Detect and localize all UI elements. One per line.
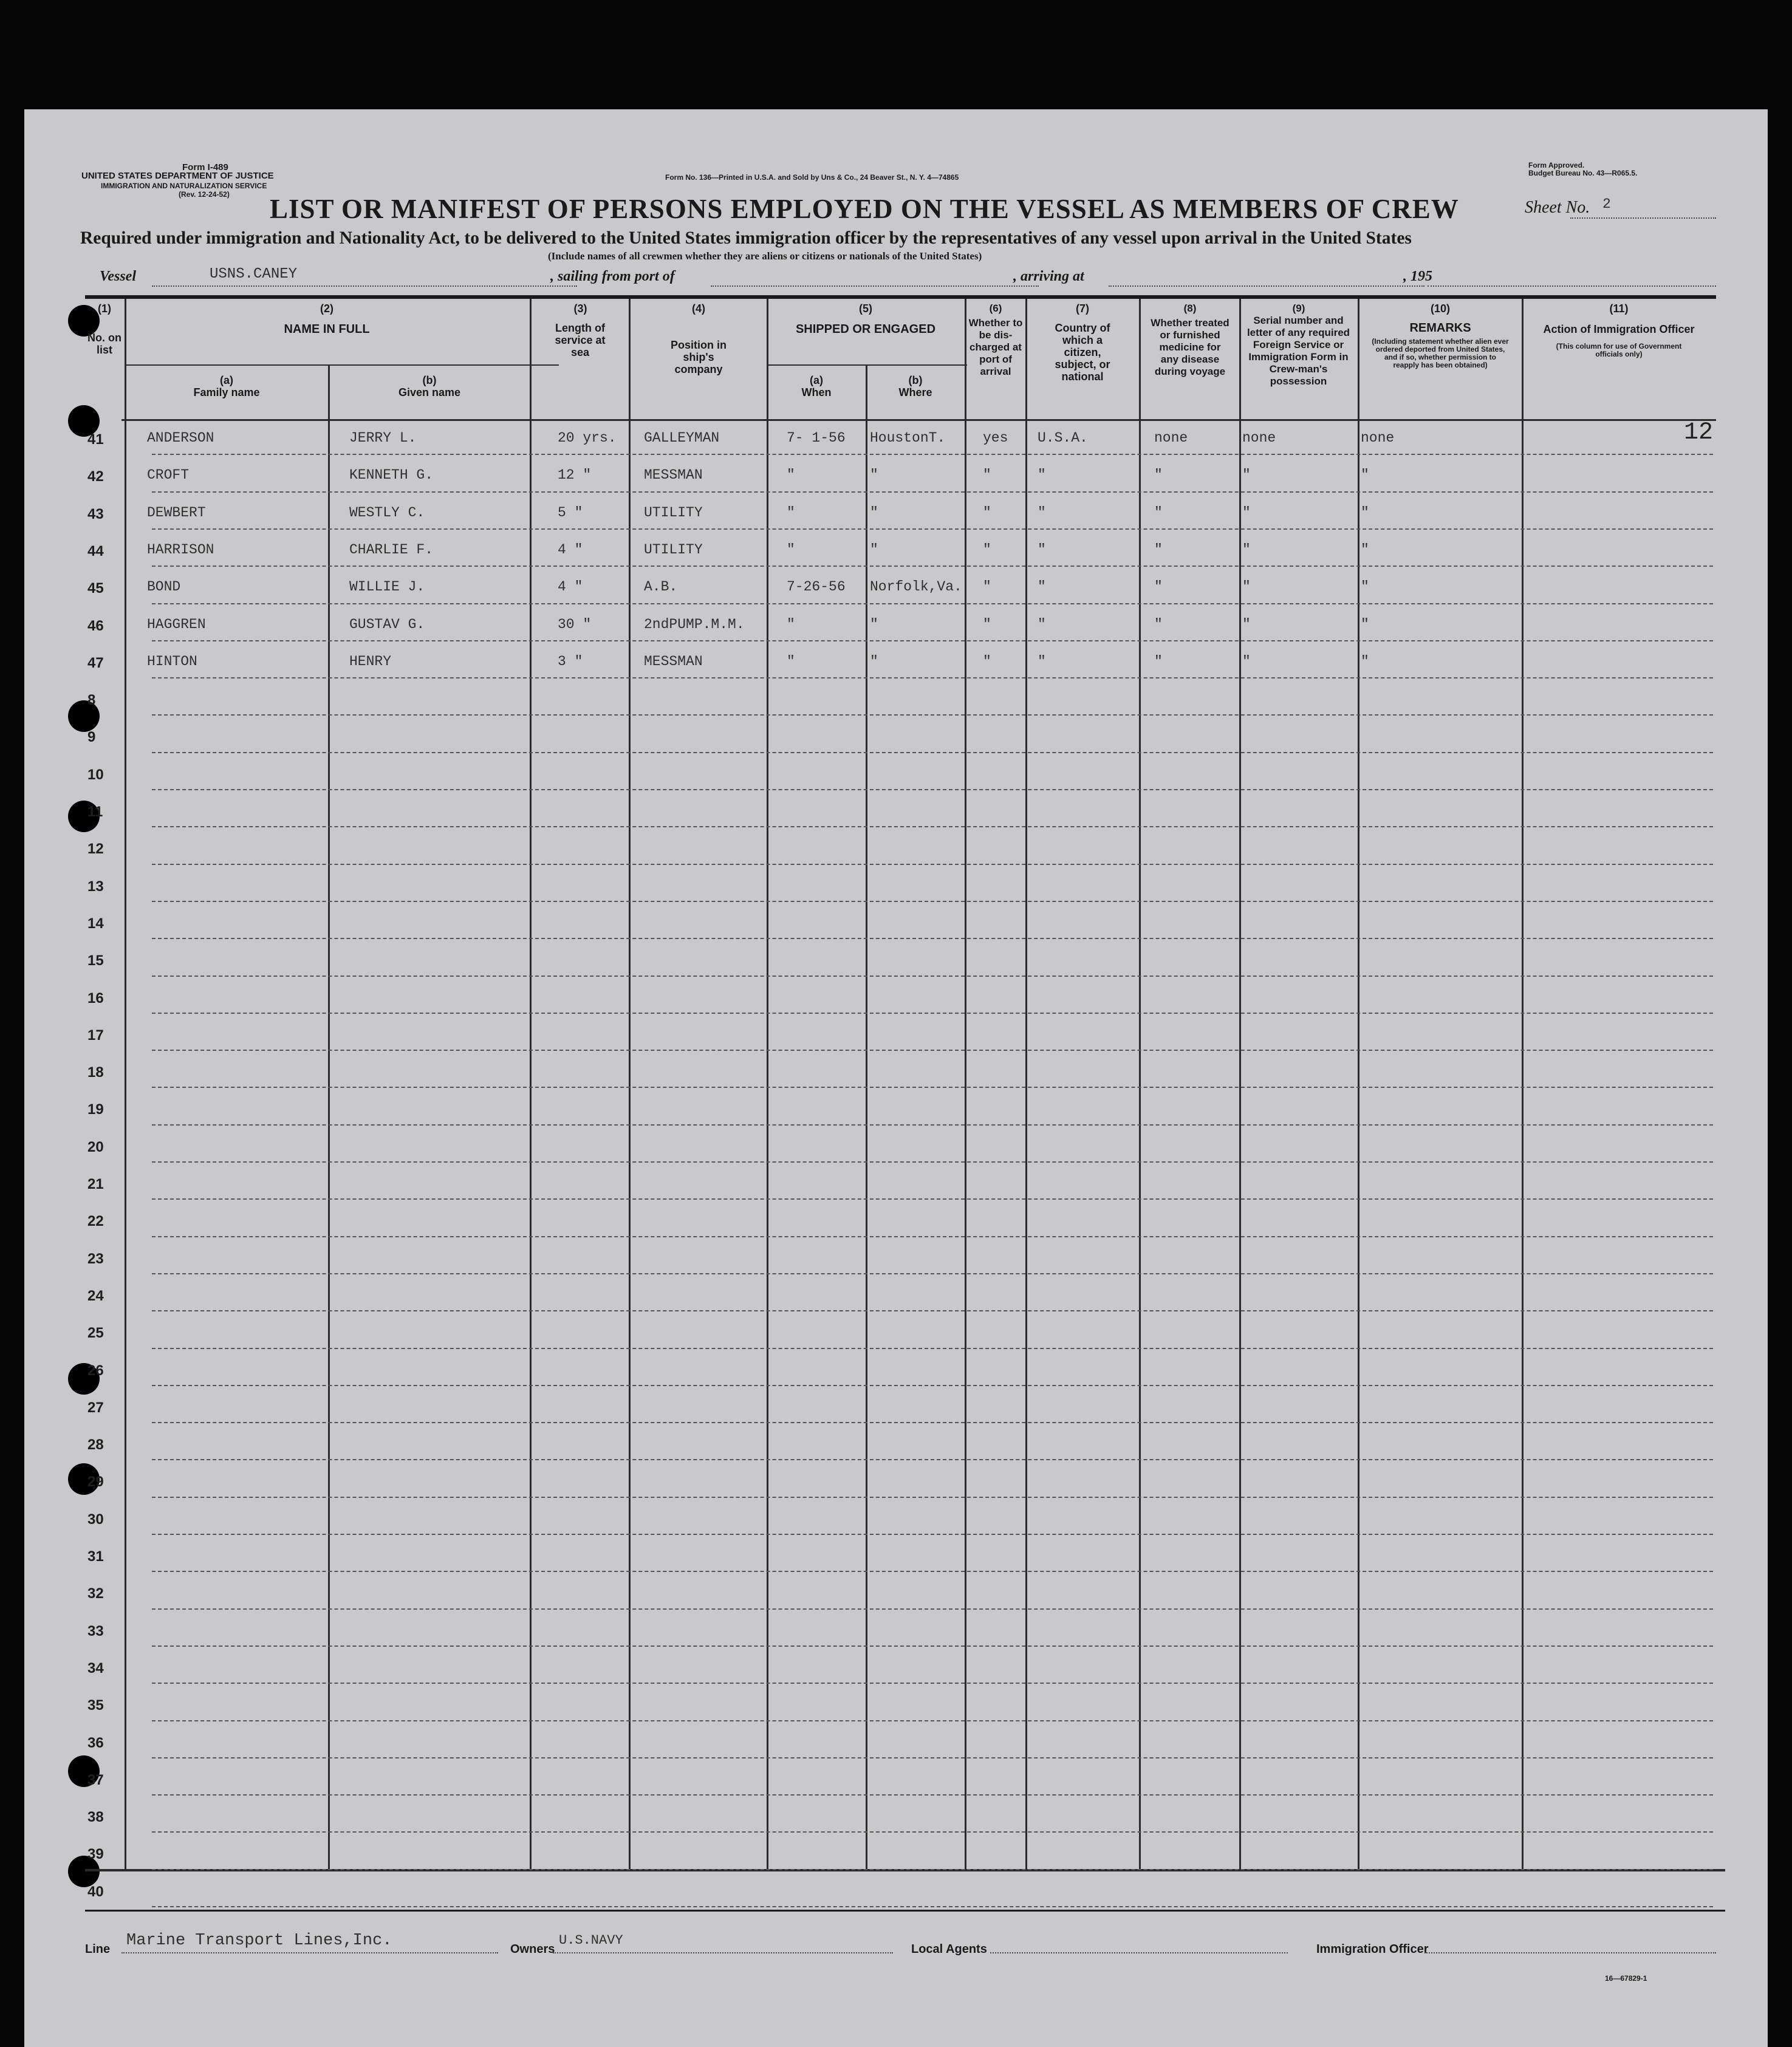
row-number: 11 (87, 804, 103, 820)
cell-where: " (870, 616, 878, 632)
row-number: 41 (87, 431, 104, 448)
cell-where: " (870, 541, 878, 558)
row-rule (152, 1310, 1713, 1311)
row-number: 47 (87, 654, 104, 671)
agents-label: Local Agents (911, 1943, 987, 1956)
cell-family: BOND (147, 579, 181, 595)
row-number: 36 (87, 1734, 104, 1751)
sheet-number: 2 (1602, 196, 1611, 212)
row-rule (152, 1348, 1713, 1349)
row-number: 42 (87, 468, 104, 485)
cell-given: WILLIE J. (349, 579, 425, 595)
cell-when: " (787, 467, 795, 484)
cell-remarks: " (1361, 579, 1369, 595)
subtitle: Required under immigration and Nationality Act, to be delivered to the United States immigration officer by the representatives of any vessel upon arrival in the United States (80, 228, 1412, 248)
row-number: 26 (87, 1362, 104, 1379)
row-number: 20 (87, 1138, 104, 1155)
row-rule (152, 1050, 1713, 1051)
col-2-header: (2) NAME IN FULL (284, 302, 370, 336)
cell-service: 4 " (558, 579, 583, 595)
row-number: 23 (87, 1250, 104, 1267)
row-rule (152, 1571, 1713, 1572)
row-rule (152, 491, 1713, 493)
cell-position: UTILITY (644, 541, 703, 558)
row-rule (152, 1385, 1713, 1386)
col-7-header: (7) Country of which a citizen, subject, or national (1055, 302, 1110, 383)
row-rule (152, 1497, 1713, 1498)
cell-discharged: " (983, 504, 991, 521)
row-number: 46 (87, 617, 104, 634)
cell-service: 4 " (558, 541, 583, 558)
row-rule (152, 1198, 1713, 1200)
sailing-label: , sailing from port of (550, 268, 675, 284)
revision: (Rev. 12-24-52) (179, 190, 230, 199)
cell-serial: " (1242, 653, 1251, 669)
row-rule (152, 1273, 1713, 1274)
row-rule (152, 901, 1713, 902)
row-number: 38 (87, 1809, 104, 1826)
sheet-label: Sheet No. (1525, 198, 1590, 217)
row-rule (152, 714, 1713, 716)
row-number: 9 (87, 729, 96, 746)
service: IMMIGRATION AND NATURALIZATION SERVICE (101, 182, 267, 190)
row-rule (152, 1683, 1713, 1684)
row-rule (152, 566, 1713, 567)
col-4-header: (4) Position in ship's company (671, 302, 727, 375)
note: (Include names of all crewmen whether they are aliens or citizens or nationals of the United States) (548, 250, 982, 262)
row-rule (152, 1794, 1713, 1796)
cell-serial: " (1242, 616, 1251, 632)
row-number: 29 (87, 1474, 104, 1491)
cell-remarks: " (1361, 616, 1369, 632)
cell-family: HAGGREN (147, 616, 206, 632)
row-rule (152, 603, 1713, 604)
cell-discharged: yes (983, 430, 1008, 446)
cell-country: " (1038, 467, 1046, 484)
cell-medicine: " (1154, 653, 1163, 669)
cell-where: " (870, 467, 878, 484)
row-number: 31 (87, 1548, 104, 1565)
manifest-sheet (24, 109, 1768, 2047)
row-number: 30 (87, 1511, 104, 1528)
cell-family: DEWBERT (147, 504, 206, 521)
col-10-header: (10) REMARKS (Including statement whether alien ever ordered deported from United States, and if so, whether permission to reapply has been obtained) (1372, 302, 1509, 369)
col-5a-header: (a) When (801, 374, 832, 398)
cell-given: JERRY L. (349, 430, 417, 446)
cell-when: " (787, 504, 795, 521)
form-number: Form I-489 (182, 162, 228, 173)
row-rule (152, 1161, 1713, 1163)
cell-serial: " (1242, 504, 1251, 521)
cell-position: A.B. (644, 579, 678, 595)
row-rule (152, 752, 1713, 753)
cell-service: 5 " (558, 504, 583, 521)
cell-serial: " (1242, 467, 1251, 484)
row-number: 16 (87, 989, 104, 1006)
cell-country: U.S.A. (1038, 430, 1088, 446)
row-rule (152, 826, 1713, 827)
cell-discharged: " (983, 467, 991, 484)
cell-discharged: " (983, 653, 991, 669)
row-number: 14 (87, 915, 104, 932)
cell-position: MESSMAN (644, 653, 703, 669)
form-code: 16—67829-1 (1605, 1974, 1647, 1983)
cell-where: HoustonT. (870, 430, 946, 446)
row-rule (152, 528, 1713, 530)
row-number: 43 (87, 505, 104, 522)
cell-service: 30 " (558, 616, 592, 632)
cell-remarks: " (1361, 541, 1369, 558)
col-1-header: (1) No. on list (87, 302, 121, 356)
immigration-officer-label: Immigration Officer (1316, 1943, 1429, 1956)
cell-given: WESTLY C. (349, 504, 425, 521)
cell-where: " (870, 504, 878, 521)
col-8-header: (8) Whether treated or furnished medicine for any disease during voyage (1151, 302, 1229, 377)
owners-value: U.S.NAVY (559, 1933, 623, 1948)
cell-serial: " (1242, 541, 1251, 558)
line-value: Marine Transport Lines,Inc. (126, 1932, 392, 1950)
col-11-header: (11) Action of Immigration Officer (This column for use of Government officials only) (1543, 302, 1695, 358)
owners-label: Owners (510, 1943, 555, 1956)
cell-country: " (1038, 653, 1046, 669)
row-number: 8 (87, 692, 96, 709)
cell-serial: " (1242, 579, 1251, 595)
row-number: 25 (87, 1325, 104, 1342)
row-rule (152, 677, 1713, 678)
cell-medicine: " (1154, 616, 1163, 632)
cell-medicine: " (1154, 579, 1163, 595)
cell-when: " (787, 653, 795, 669)
col-5b-header: (b) Where (898, 374, 932, 398)
cell-family: HINTON (147, 653, 197, 669)
row-number: 40 (87, 1883, 104, 1900)
department: UNITED STATES DEPARTMENT OF JUSTICE (81, 171, 274, 181)
row-rule (152, 864, 1713, 865)
row-rule (152, 1534, 1713, 1535)
row-number: 10 (87, 766, 104, 783)
row-rule (152, 1869, 1713, 1870)
cell-medicine: " (1154, 504, 1163, 521)
cell-service: 20 yrs. (558, 430, 617, 446)
row-rule (152, 640, 1713, 641)
cell-discharged: " (983, 616, 991, 632)
form-title: LIST OR MANIFEST OF PERSONS EMPLOYED ON THE VESSEL AS MEMBERS OF CREW (270, 194, 1459, 224)
row-rule (152, 789, 1713, 790)
row-number: 44 (87, 542, 104, 559)
row-number: 45 (87, 580, 104, 597)
cell-given: GUSTAV G. (349, 616, 425, 632)
cell-discharged: " (983, 541, 991, 558)
row-number: 32 (87, 1585, 104, 1602)
row-number: 18 (87, 1064, 104, 1081)
col-2a-header: (a) Family name (193, 374, 260, 398)
row-number: 12 (87, 841, 104, 858)
cell-remarks: none (1361, 430, 1395, 446)
cell-position: 2ndPUMP.M.M. (644, 616, 745, 632)
cell-given: CHARLIE F. (349, 541, 434, 558)
row-rule (152, 1757, 1713, 1758)
cell-given: HENRY (349, 653, 392, 669)
cell-medicine: none (1154, 430, 1188, 446)
cell-where: Norfolk,Va. (870, 579, 962, 595)
cell-medicine: " (1154, 541, 1163, 558)
budget-number: Budget Bureau No. 43—R065.5. (1528, 169, 1638, 177)
officer-count: 12 (1684, 419, 1714, 446)
col-5-header: (5) SHIPPED OR ENGAGED (795, 302, 936, 336)
cell-remarks: " (1361, 504, 1369, 521)
cell-service: 3 " (558, 653, 583, 669)
cell-when: " (787, 541, 795, 558)
vessel-label: Vessel (100, 268, 136, 284)
cell-given: KENNETH G. (349, 467, 434, 484)
arriving-label: , arriving at (1013, 268, 1084, 284)
row-rule (152, 1236, 1713, 1237)
row-rule (152, 1013, 1713, 1014)
printer-line: Form No. 136—Printed in U.S.A. and Sold by Uns & Co., 24 Beaver St., N. Y. 4—74865 (665, 173, 959, 182)
row-rule (152, 1422, 1713, 1423)
vessel-name: USNS.CANEY (210, 266, 298, 282)
year-label: , 195 (1403, 268, 1432, 284)
col-6-header: (6) Whether to be dis-charged at port of arrival (968, 302, 1023, 377)
row-number: 39 (87, 1846, 104, 1863)
row-number: 19 (87, 1101, 104, 1118)
row-number: 13 (87, 878, 104, 895)
cell-remarks: " (1361, 653, 1369, 669)
cell-service: 12 " (558, 467, 592, 484)
cell-when: 7-26-56 (787, 579, 846, 595)
cell-medicine: " (1154, 467, 1163, 484)
cell-country: " (1038, 504, 1046, 521)
row-rule (152, 976, 1713, 977)
row-number: 34 (87, 1659, 104, 1676)
cell-country: " (1038, 579, 1046, 595)
row-number: 15 (87, 952, 104, 969)
cell-serial: none (1242, 430, 1276, 446)
row-number: 33 (87, 1622, 104, 1639)
cell-when: " (787, 616, 795, 632)
row-number: 24 (87, 1287, 104, 1304)
row-number: 17 (87, 1027, 104, 1044)
row-number: 35 (87, 1697, 104, 1714)
cell-country: " (1038, 541, 1046, 558)
row-rule (152, 1459, 1713, 1460)
cell-discharged: " (983, 579, 991, 595)
row-number: 22 (87, 1213, 104, 1230)
row-number: 27 (87, 1399, 104, 1416)
row-number: 37 (87, 1771, 104, 1788)
col-9-header: (9) Serial number and letter of any required Foreign Service or Immigration Form in Crew-man's possession (1247, 302, 1350, 387)
row-rule (152, 938, 1713, 939)
row-rule (152, 1608, 1713, 1610)
line-label: Line (85, 1943, 111, 1956)
col-3-header: (3) Length of service at sea (555, 302, 606, 358)
cell-family: HARRISON (147, 541, 214, 558)
cell-where: " (870, 653, 878, 669)
cell-family: ANDERSON (147, 430, 214, 446)
row-number: 28 (87, 1437, 104, 1454)
row-rule (152, 1906, 1713, 1907)
col-2b-header: (b) Given name (398, 374, 461, 398)
row-rule (152, 1720, 1713, 1721)
cell-position: UTILITY (644, 504, 703, 521)
row-rule (152, 1645, 1713, 1647)
cell-remarks: " (1361, 467, 1369, 484)
cell-when: 7- 1-56 (787, 430, 846, 446)
row-rule (152, 1087, 1713, 1088)
row-rule (152, 454, 1713, 455)
cell-position: GALLEYMAN (644, 430, 720, 446)
approved: Form Approved. (1528, 161, 1585, 169)
row-rule (152, 1831, 1713, 1833)
cell-family: CROFT (147, 467, 190, 484)
cell-position: MESSMAN (644, 467, 703, 484)
row-number: 21 (87, 1176, 104, 1192)
cell-country: " (1038, 616, 1046, 632)
row-rule (152, 1124, 1713, 1126)
